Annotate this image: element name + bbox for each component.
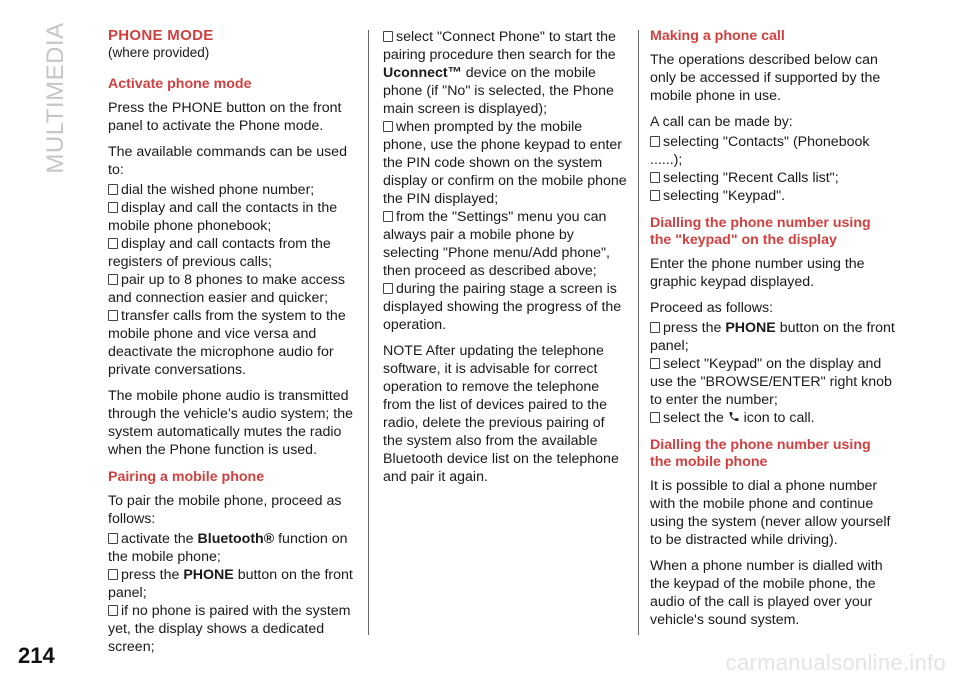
note-paragraph: NOTE After updating the telephone software, it is advisable for correct operation to remove the telephone from the list of devices paired to the radio, delete the previous pairing of the system also from the available Bluetooth device list on the telephone and pair it again. [383, 343, 619, 485]
list-item: press the PHONE button on the front panel; [108, 567, 353, 601]
paragraph: The mobile phone audio is transmitted through the vehicle’s audio system; the system automatically mutes the radio when the Phone function is used. [108, 388, 354, 458]
list-item: selecting "Recent Calls list"; [650, 169, 895, 187]
checkbox-bullet-icon [108, 569, 118, 580]
paragraph: When a phone number is dialled with the keypad of the mobile phone, the audio of the call is played over your vehicle's sound system. [650, 558, 883, 628]
section-subtitle: (where provided) [108, 45, 210, 60]
list-item: activate the Bluetooth® function on the mobile phone; [108, 531, 348, 565]
column-divider [368, 30, 369, 635]
side-tab-label: MULTIMEDIA [42, 22, 69, 174]
list-item: selecting "Contacts" (Phonebook ......); [650, 134, 870, 168]
paragraph: Press the PHONE button on the front panel to activate the Phone mode. [108, 100, 342, 134]
list-item: display and call the contacts in the mobile phone phonebook; [108, 200, 338, 234]
list-item: display and call contacts from the registers of previous calls; [108, 236, 331, 270]
heading-activate-phone-mode: Activate phone mode [108, 76, 252, 92]
paragraph: It is possible to dial a phone number with the mobile phone and continue using the system (never allow yourself to be distracted while driving). [650, 478, 891, 548]
checkbox-bullet-icon [108, 202, 118, 213]
paragraph: The available commands can be used to: [108, 144, 347, 178]
phone-call-icon [728, 410, 740, 423]
list-item: from the "Settings" menu you can always pair a mobile phone by selecting "Phone menu/Add phone", then proceed as described above; [383, 209, 610, 279]
paragraph: Proceed as follows: [650, 300, 774, 316]
checkbox-bullet-icon [650, 136, 660, 147]
list-item: when prompted by the mobile phone, use the phone keypad to enter the PIN code shown on the system display or confirm on the mobile phone the PIN displayed; [383, 119, 627, 207]
paragraph: A call can be made by: [650, 114, 793, 130]
heading-making-call: Making a phone call [650, 28, 785, 44]
checkbox-bullet-icon [108, 310, 118, 321]
list-item: selecting "Keypad". [650, 187, 895, 205]
checkbox-bullet-icon [383, 211, 393, 222]
checkbox-bullet-icon [650, 358, 660, 369]
paragraph: The operations described below can only be accessed if supported by the mobile phone in use. [650, 52, 881, 104]
checkbox-bullet-icon [650, 322, 660, 333]
heading-pairing: Pairing a mobile phone [108, 469, 265, 485]
checkbox-bullet-icon [383, 283, 393, 294]
section-title: PHONE MODE [108, 27, 214, 44]
list-item: select "Connect Phone" to start the pairing procedure then search for the Uconnect™ device on the mobile phone (if "No" is selected, the Phone main screen is displayed); [383, 29, 616, 117]
list-item: if no phone is paired with the system yet, the display shows a dedicated screen; [108, 603, 351, 655]
page-number: 214 [18, 643, 55, 668]
heading-dial-mobile: Dialling the phone number using the mobile phone [650, 437, 871, 470]
column-3 [650, 28, 895, 637]
list-item: press the PHONE button on the front panel; [650, 320, 895, 354]
section-side-tab [38, 22, 74, 174]
column-divider [638, 30, 639, 635]
column-2 [383, 28, 628, 494]
checkbox-bullet-icon [650, 412, 660, 423]
checkbox-bullet-icon [383, 31, 393, 42]
checkbox-bullet-icon [108, 533, 118, 544]
checkbox-bullet-icon [650, 172, 660, 183]
list-item: pair up to 8 phones to make access and connection easier and quicker; [108, 272, 345, 306]
list-item: select "Keypad" on the display and use the "BROWSE/ENTER" right knob to enter the number; [650, 356, 892, 408]
list-item: dial the wished phone number; [108, 181, 354, 199]
watermark: carmanualsonline.info [725, 650, 946, 675]
paragraph: To pair the mobile phone, proceed as follows: [108, 493, 342, 527]
heading-dial-keypad: Dialling the phone number using the "keypad" on the display [650, 215, 871, 248]
list-item: select the icon to call. [650, 409, 895, 427]
checkbox-bullet-icon [108, 274, 118, 285]
list-item: transfer calls from the system to the mobile phone and vice versa and deactivate the microphone audio for private conversations. [108, 308, 346, 378]
checkbox-bullet-icon [650, 190, 660, 201]
checkbox-bullet-icon [383, 121, 393, 132]
paragraph: Enter the phone number using the graphic keypad displayed. [650, 256, 865, 290]
checkbox-bullet-icon [108, 238, 118, 249]
column-1 [108, 28, 354, 656]
checkbox-bullet-icon [108, 605, 118, 616]
list-item: during the pairing stage a screen is displayed showing the progress of the operation. [383, 281, 622, 333]
checkbox-bullet-icon [108, 184, 118, 195]
